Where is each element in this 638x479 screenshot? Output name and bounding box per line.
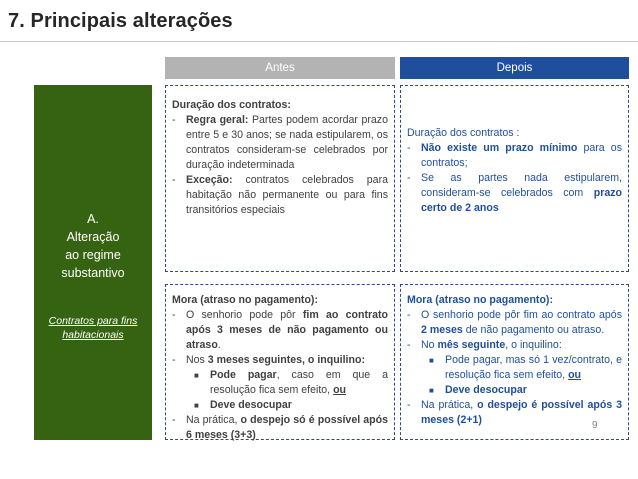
item-emphasis: Deve desocupar: [210, 399, 292, 411]
item-emphasis: Não existe um prazo mínimo: [421, 142, 578, 154]
item-text: Na prática,: [421, 399, 478, 411]
item-emphasis: fim ao contrato após 3 meses de não pagamento ou atraso: [186, 309, 389, 351]
item-emphasis: ou: [333, 384, 347, 396]
box-heading: Duração dos contratos :: [407, 127, 520, 139]
item-text: Nos: [186, 354, 208, 366]
item-label: Regra geral:: [186, 114, 249, 126]
item-text: Pode pagar, mas só 1 vez/contrato, e resolução fica sem efeito,: [445, 354, 622, 381]
item-label: Exceção:: [186, 174, 233, 186]
column-header-antes: Antes: [165, 57, 395, 79]
section-label-line: Alteração: [66, 230, 120, 244]
box-heading: Duração dos contratos:: [172, 99, 291, 111]
dash-bullet: -: [172, 354, 176, 366]
list-item: [407, 398, 622, 428]
dash-bullet: -: [407, 172, 411, 184]
square-bullet: ■: [429, 386, 434, 395]
item-text: Partes podem acordar prazo entre 5 e 30 anos; se nada estipularem, os contratos consideram-se celebrados por duração indeterminada: [186, 114, 388, 171]
section-label-line: substantivo: [61, 266, 125, 280]
slide-title: 7. Principais alterações: [8, 10, 233, 32]
section-label-line: ao regime: [65, 248, 121, 262]
section-subtitle-line: Contratos para fins: [48, 315, 138, 327]
item-text: de não pagamento ou atraso.: [462, 324, 605, 336]
section-label: [34, 210, 152, 282]
dash-bullet: -: [172, 114, 176, 126]
dash-bullet: -: [407, 339, 411, 351]
column-header-depois: Depois: [400, 57, 629, 79]
dash-bullet: -: [172, 309, 176, 321]
list-item: [172, 113, 388, 173]
list-item: [172, 173, 388, 218]
list-item: [407, 308, 622, 338]
list-item: [407, 171, 622, 216]
dash-bullet: -: [407, 399, 411, 411]
item-emphasis: Deve desocupar: [445, 384, 527, 396]
list-item: [172, 353, 388, 368]
dash-bullet: -: [407, 309, 411, 321]
page-number: 9: [592, 420, 598, 431]
sub-list-item: [172, 368, 388, 398]
item-emphasis: prazo certo de 2 anos: [421, 187, 622, 214]
item-text: para os contratos;: [421, 142, 622, 169]
list-item: [407, 141, 622, 171]
sub-list-item: [407, 353, 622, 383]
item-text: , caso em que a resolução fica sem efeito,: [210, 369, 388, 396]
item-text: contratos celebrados para habitação não permanente ou para fins transitórios especiais: [186, 174, 388, 216]
item-text: Se as partes nada estipularem, consideram-se celebrados com: [421, 172, 622, 199]
square-bullet: ■: [194, 401, 199, 410]
dash-bullet: -: [407, 142, 411, 154]
item-emphasis: 3 meses seguintes, o inquilino:: [207, 354, 365, 366]
item-text: , o inquilino:: [505, 339, 562, 351]
list-item: [172, 413, 388, 443]
list-item: [172, 308, 388, 353]
section-sidebar: [34, 85, 152, 440]
box-heading: Mora (atraso no pagamento):: [407, 294, 553, 306]
item-text: O senhorio pode pôr: [186, 309, 303, 321]
section-subtitle: [34, 314, 152, 342]
item-emphasis: 2 meses: [421, 324, 463, 336]
item-emphasis: mês seguinte: [437, 339, 506, 351]
square-bullet: ■: [429, 356, 434, 365]
dash-bullet: -: [172, 174, 176, 186]
section-subtitle-line: habitacionais: [62, 329, 124, 341]
item-emphasis: o despejo é possível após 3 meses (2+1): [421, 399, 623, 426]
item-emphasis: o despejo só é possível após 6 meses (3+3): [186, 414, 388, 441]
depois-mora-box: [400, 284, 629, 440]
dash-bullet: -: [172, 414, 176, 426]
antes-duracao-box: [165, 85, 395, 272]
depois-duracao-box: [400, 85, 629, 272]
item-text: .: [217, 339, 221, 351]
title-divider: [0, 41, 638, 42]
sub-list-item: [172, 398, 388, 413]
item-text: O senhorio pode pôr fim ao contrato após: [421, 309, 622, 321]
antes-mora-box: [165, 284, 395, 440]
item-text: Na prática,: [186, 414, 241, 426]
square-bullet: ■: [194, 371, 199, 380]
item-emphasis: ou: [568, 369, 582, 381]
sub-list-item: [407, 383, 622, 398]
list-item: [407, 338, 622, 353]
section-label-line: A.: [87, 212, 99, 226]
box-heading: Mora (atraso no pagamento):: [172, 294, 318, 306]
item-emphasis: Pode pagar: [210, 369, 277, 381]
item-text: No: [421, 339, 438, 351]
